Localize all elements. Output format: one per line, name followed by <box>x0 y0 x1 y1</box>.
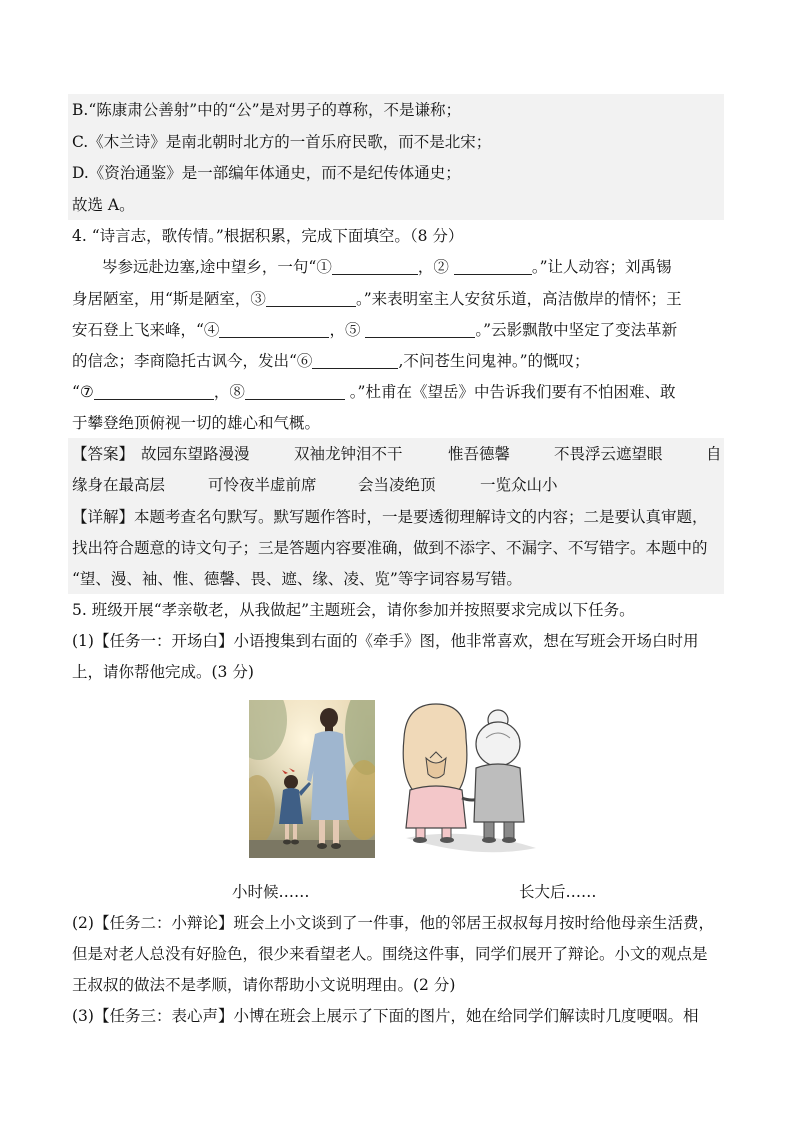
q4-detail-2: 找出符合题意的诗文句子；三是答题内容要准确，做到不添字、不漏字、不写错字。本题中的 <box>72 539 708 557</box>
q4-l1-text-c: 。”让人动容；刘禹锡 <box>531 258 672 276</box>
q4-line3 <box>72 320 677 340</box>
answer-5-end: 缘身在最高层 <box>72 476 166 494</box>
q4-title: 4. “诗言志，歌传情。”根据积累，完成下面填空。（8 分） <box>72 227 464 245</box>
answer-6: 可怜夜半虚前席 <box>208 476 317 494</box>
q4-l1-text-b: ，② <box>417 258 449 276</box>
q4-l4-text-b: ,不问苍生问鬼神。”的慨叹； <box>398 352 590 370</box>
q4-l3-text-a: 安石登上飞来峰，“④ <box>72 321 220 339</box>
q4-l3-text-b: ，⑤ <box>329 321 361 339</box>
q5-task1-line1: (1)【任务一：开场白】小语搜集到右面的《牵手》图，他非常喜欢，想在写班会开场白时用 <box>72 632 699 650</box>
q4-line5 <box>72 382 675 402</box>
blank-6[interactable] <box>312 352 398 369</box>
blank-2[interactable] <box>454 258 532 275</box>
caption-grownup: 长大后…… <box>519 883 597 901</box>
answer-3: 惟吾德馨 <box>448 445 511 463</box>
q4-line6: 于攀登绝顶俯视一切的雄心和气概。 <box>72 414 321 432</box>
childhood-illustration <box>249 700 375 858</box>
q5-task2-line3: 王叔叔的做法不是孝顺，请你帮助小文说明理由。(2 分) <box>72 976 456 994</box>
q4-l3-text-c: 。”云影飘散中坚定了变法革新 <box>475 321 678 339</box>
q4-l2-text-a: 身居陋室，用“斯是陋室，③ <box>72 290 266 308</box>
answer-2: 双袖龙钟泪不干 <box>294 445 403 463</box>
mother-child-walking-image <box>249 700 375 858</box>
blank-5[interactable] <box>365 321 475 338</box>
answer-line-b: B.“陈康肃公善射”中的“公”是对男子的尊称，不是谦称； <box>72 101 462 119</box>
grownup-illustration <box>386 698 548 864</box>
blank-1[interactable] <box>332 258 418 275</box>
answer-4: 不畏浮云遮望眼 <box>554 445 663 463</box>
q4-l5-text-b: ，⑧ <box>213 383 245 401</box>
q4-line2 <box>72 289 682 309</box>
q4-l1-text-a: 岑参远赴边塞,途中望乡，一句“① <box>102 258 332 276</box>
caption-childhood: 小时候…… <box>232 883 310 901</box>
blank-4[interactable] <box>219 321 329 338</box>
q4-answer-row2 <box>72 475 558 495</box>
answer-7: 会当凌绝顶 <box>358 476 436 494</box>
q4-line4 <box>72 351 590 371</box>
q5-task2-line1: (2)【任务二：小辩论】班会上小文谈到了一件事，他的邻居王叔叔每月按时给他母亲生活费， <box>72 914 714 932</box>
answer-1: 故园东望路漫漫 <box>140 445 250 463</box>
answer-5-start: 自 <box>706 445 722 463</box>
q5-task3-line1: (3)【任务三：表心声】小博在班会上展示了下面的图片，她在给同学们解读时几度哽咽。相 <box>72 1007 699 1025</box>
q4-answer-row1 <box>72 444 722 464</box>
answer-choose: 故选 A。 <box>72 196 135 214</box>
q5-task1-line2: 上，请你帮他完成。(3 分) <box>72 663 254 681</box>
q4-line1 <box>102 257 672 277</box>
q5-title: 5. 班级开展“孝亲敬老，从我做起”主题班会，请你参加并按照要求完成以下任务。 <box>72 601 635 619</box>
blank-8[interactable] <box>245 383 345 400</box>
answer-label: 【答案】 <box>72 445 135 463</box>
answer-line-c: C.《木兰诗》是南北朝时北方的一首乐府民歌，而不是北宋； <box>72 133 492 151</box>
answer-line-d: D.《资治通鉴》是一部编年体通史，而不是纪传体通史； <box>72 164 461 182</box>
blank-3[interactable] <box>266 290 356 307</box>
blank-7[interactable] <box>94 383 214 400</box>
q4-l2-text-b: 。”来表明室主人安贫乐道，高洁傲岸的情怀；王 <box>355 290 682 308</box>
q4-l5-text-c: 。”杜甫在《望岳》中告诉我们要有不怕困难、敢 <box>349 383 676 401</box>
girl-grandma-holding-hands-image <box>386 698 548 864</box>
q4-l4-text-a: 的信念；李商隐托古讽今，发出“⑥ <box>72 352 313 370</box>
q5-task2-line2: 但是对老人总没有好脸色，很少来看望老人。围绕这件事，同学们展开了辩论。小文的观点是 <box>72 945 708 963</box>
q4-detail-3: “望、漫、袖、惟、德馨、畏、遮、缘、凌、览”等字词容易写错。 <box>72 570 522 588</box>
answer-8: 一览众山小 <box>480 476 558 494</box>
q4-detail-1: 【详解】本题考查名句默写。默写题作答时，一是要透彻理解诗文的内容；二是要认真审题， <box>72 508 708 526</box>
q4-l5-text-a: “⑦ <box>72 383 94 401</box>
